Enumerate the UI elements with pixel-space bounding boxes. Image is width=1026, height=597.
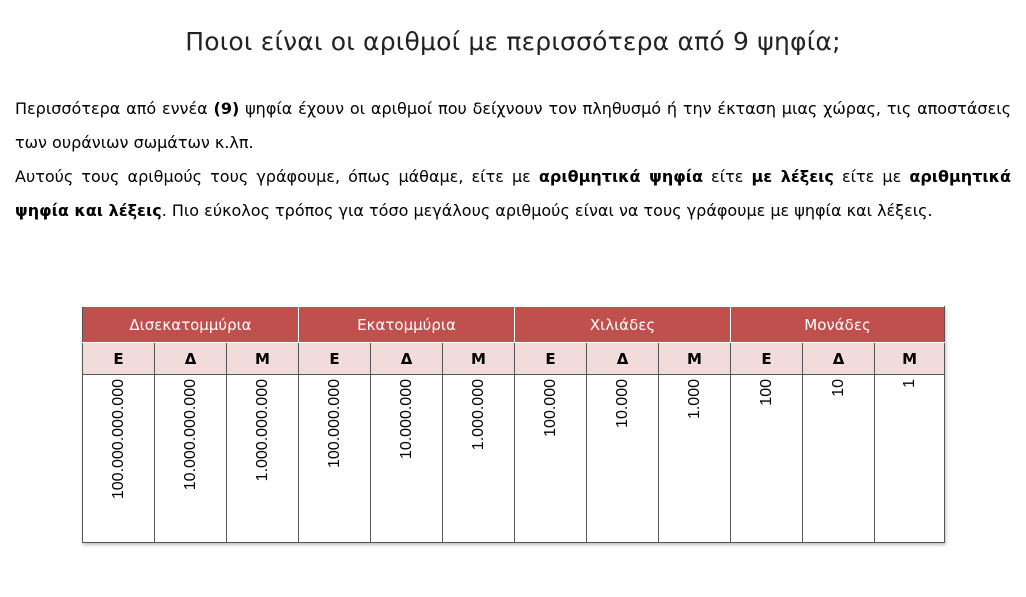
value-cell xyxy=(83,375,155,543)
value-cell xyxy=(731,375,803,543)
value-text: 100 xyxy=(757,379,775,406)
group-header: Χιλιάδες xyxy=(515,307,731,343)
place-value-table xyxy=(82,306,945,543)
value-text: 1.000 xyxy=(685,379,703,420)
values-row xyxy=(83,375,945,543)
value-text: 10.000.000 xyxy=(397,379,415,460)
value-text: 10.000.000.000 xyxy=(181,379,199,491)
value-cell xyxy=(587,375,659,543)
sub-header: Δ xyxy=(155,343,227,375)
paragraph-2: Αυτούς τους αριθμούς τους γράφουμε, όπως μάθαμε, είτε με αριθμητικά ψηφία είτε με λέξεις είτε με αριθμητικά ψηφία και λέξεις. Πιο εύκολος τρόπος για τόσο μεγάλους αριθμούς είναι να τους γράφουμε με ψηφία και λέξεις. xyxy=(15,167,1011,220)
value-cell xyxy=(371,375,443,543)
sub-header: Δ xyxy=(371,343,443,375)
value-cell xyxy=(803,375,875,543)
sub-header: Μ xyxy=(875,343,945,375)
sub-header: Ε xyxy=(299,343,371,375)
sub-header: Ε xyxy=(731,343,803,375)
value-text: 10 xyxy=(829,379,847,397)
value-text: 100.000 xyxy=(541,379,559,437)
sub-header: Μ xyxy=(443,343,515,375)
value-text: 10.000 xyxy=(613,379,631,428)
value-cell xyxy=(227,375,299,543)
sub-header: Δ xyxy=(803,343,875,375)
paragraph-1: Περισσότερα από εννέα (9) ψηφία έχουν οι αριθμοί που δείχνουν τον πληθυσμό ή την έκταση μιας χώρας, τις αποστάσεις των ουράνιων σωμάτων κ.λπ. xyxy=(15,99,1011,152)
value-text: 100.000.000 xyxy=(325,379,343,468)
value-text: 1.000.000 xyxy=(469,379,487,451)
sub-header: Ε xyxy=(515,343,587,375)
sub-header: Δ xyxy=(587,343,659,375)
value-text: 1.000.000.000 xyxy=(253,379,271,482)
value-cell xyxy=(515,375,587,543)
value-cell xyxy=(443,375,515,543)
sub-header-row xyxy=(83,343,945,375)
intro-text xyxy=(15,92,1011,228)
value-cell xyxy=(875,375,945,543)
group-header: Μονάδες xyxy=(731,307,945,343)
value-text: 1 xyxy=(900,379,918,388)
value-cell xyxy=(299,375,371,543)
group-header: Δισεκατομμύρια xyxy=(83,307,299,343)
value-cell xyxy=(155,375,227,543)
group-header-row xyxy=(83,307,945,343)
sub-header: Μ xyxy=(659,343,731,375)
sub-header: Ε xyxy=(83,343,155,375)
group-header: Εκατομμύρια xyxy=(299,307,515,343)
page-title: Ποιοι είναι οι αριθμοί με περισσότερα από 9 ψηφία; xyxy=(185,27,841,56)
sub-header: Μ xyxy=(227,343,299,375)
value-cell xyxy=(659,375,731,543)
value-text: 100.000.000.000 xyxy=(109,379,127,500)
